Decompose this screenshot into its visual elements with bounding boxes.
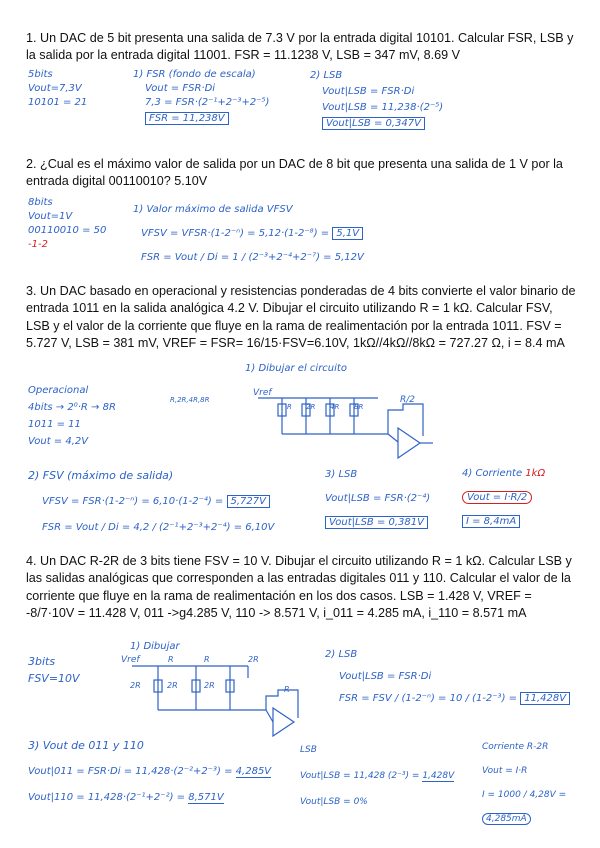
- p4-res-6: 2R: [248, 655, 259, 664]
- p4-current-result: 4,285mA: [482, 813, 531, 825]
- p4-res-2: R: [204, 655, 210, 664]
- p2-work: 1) Valor máximo de salida VFSV VFSV = VFSR·(1-2⁻ⁿ) = 5,12·(1-2⁻⁸) = 5,1V FSR = Vout / Di = 1 / (2⁻³+2⁻⁴+2⁻⁷) = 5,12V: [133, 204, 364, 263]
- p4-out-110: 8,571V: [188, 792, 224, 803]
- p4-fsr-result: 11,428V: [520, 692, 570, 705]
- p3-res-r: R: [287, 403, 292, 411]
- problem-1-statement: 1. Un DAC de 5 bit presenta una salida de 7.3 V por la entrada digital 10101. Calcular FSR, LSB y la salida por la entrada digital 11001. FSR = 11.1238 V, LSB = 347 mV, 8.69 V: [26, 31, 574, 63]
- p3-res-8r: 8R: [354, 403, 364, 411]
- p3-lsb-result: Vout|LSB = 0,381V: [325, 516, 428, 529]
- p4-out-011: 4,285V: [235, 766, 272, 777]
- p3-vref-label: Vref: [253, 388, 272, 398]
- p3-current-work: 4) Corriente 1kΩ Vout = I·R/2 I = 8,4mA: [462, 468, 546, 527]
- p4-output-work: 3) Vout de 011 y 110 Vout|011 = FSR·Di = 11,428·(2⁻²+2⁻³) = 4,285V Vout|110 = 11,428·(2⁻¹+2⁻²) = 8,571V: [28, 739, 272, 803]
- p4-res-1: R: [168, 655, 174, 664]
- p1-lsb-work: 2) LSB Vout|LSB = FSR·Di Vout|LSB = 11,238·(2⁻⁵) Vout|LSB = 0,347V: [310, 70, 444, 129]
- p4-res-7: R: [284, 685, 290, 694]
- p2-given: 8bits Vout=1V 00110010 = 50 -1-2: [28, 197, 107, 250]
- p3-current-note: 1kΩ: [525, 468, 546, 479]
- p4-vref-label: Vref: [121, 655, 140, 665]
- p2-result: 5,1V: [332, 227, 363, 240]
- p4-draw-title: 1) Dibujar: [130, 641, 180, 652]
- p3-lsb-work: 3) LSB Vout|LSB = FSR·(2⁻⁴) Vout|LSB = 0,381V: [325, 469, 431, 528]
- p3-rf-label: R/2: [400, 395, 416, 405]
- p4-given: 3bits FSV=10V: [28, 655, 80, 685]
- p4-lsb-work: 2) LSB Vout|LSB = FSR·Di FSR = FSV / (1-2⁻ⁿ) = 10 / (1-2⁻³) = 11,428V: [325, 644, 570, 710]
- p1-given: 5bits Vout=7,3V 10101 = 21: [28, 69, 88, 108]
- p1-fsr-work: 1) FSR (fondo de escala) Vout = FSR·Di 7,3 = FSR·(2⁻¹+2⁻³+2⁻⁵) FSR = 11,238V: [133, 69, 270, 124]
- p4-lsb2-work: LSB Vout|LSB = 11,428 (2⁻³) = 1,428V Vout|LSB = 0%: [300, 745, 455, 807]
- p3-fsv-work: 2) FSV (máximo de salida) VFSV = FSR·(1-2⁻ⁿ) = 6,10·(1-2⁻⁴) = 5,727V FSR = Vout / Di = 4,2 / (2⁻¹+2⁻³+2⁻⁴) = 6,10V: [28, 469, 275, 533]
- p4-res-4: 2R: [167, 681, 178, 690]
- p1-lsb-result: Vout|LSB = 0,347V: [322, 117, 425, 130]
- problem-3-statement: 3. Un DAC basado en operacional y resistencias ponderadas de 4 bits convierte el valor binario de entrada 1011 en la salida analógica 4.2 V. Dibujar el circuito utilizando R = 1 kΩ. Calcular FSV, LSB y el valor de la corriente que fluye en la rama de realimentación por la entrada 1011. FSV = 5.727 V, LSB = 381 mV, VREF = FSR= 16/15·FSV=6.10V, 1kΩ//4kΩ//8kΩ = 727.27 Ω, i = 8.4 mA: [26, 284, 576, 351]
- p3-circuit-diagram: [248, 380, 438, 462]
- p3-current-result: I = 8,4mA: [462, 515, 520, 528]
- problem-2-statement: 2. ¿Cual es el máximo valor de salida por un DAC de 8 bit que presenta una salida de 1 V por la entrada digital 00110010? 5.10V: [26, 157, 563, 189]
- problem-4-statement: 4. Un DAC R-2R de 3 bits tiene FSV = 10 V. Dibujar el circuito utilizando R = 1 kΩ. Calcular LSB y las salidas analógicas que corresponden a las entradas digitales 011 y 110. Calcular el valor de la corriente que fluye en la rama de realimentación en los dos casos. LSB = 1.428 V, VREF = -8/7·10V = 11.428 V, 011 ->g4.285 V, 110 -> 8.571 V, i_011 = 4.285 mA, i_110 = 8.571 mA: [26, 554, 572, 621]
- p3-current-eq: Vout = I·R/2: [462, 491, 532, 504]
- p3-res-4r: 4R: [330, 403, 340, 411]
- p4-res-3: 2R: [130, 681, 141, 690]
- p3-fsv-result: 5,727V: [227, 495, 270, 508]
- p4-lsb2-result: 1,428V: [422, 771, 455, 781]
- p1-fsr-result: FSR = 11,238V: [145, 112, 229, 125]
- p3-resistor-list: R,2R,4R,8R: [170, 396, 210, 404]
- p4-res-5: 2R: [204, 681, 215, 690]
- p3-given: Operacional 4bits → 2⁰·R → 8R 1011 = 11 Vout = 4,2V: [28, 385, 116, 447]
- p3-draw-title: 1) Dibujar el circuito: [245, 363, 347, 374]
- p3-res-2r: 2R: [306, 403, 316, 411]
- p4-circuit-diagram: [118, 656, 308, 738]
- p4-current-work: Corriente R-2R Vout = I·R I = 1000 / 4,28V = 4,285mA: [482, 742, 567, 824]
